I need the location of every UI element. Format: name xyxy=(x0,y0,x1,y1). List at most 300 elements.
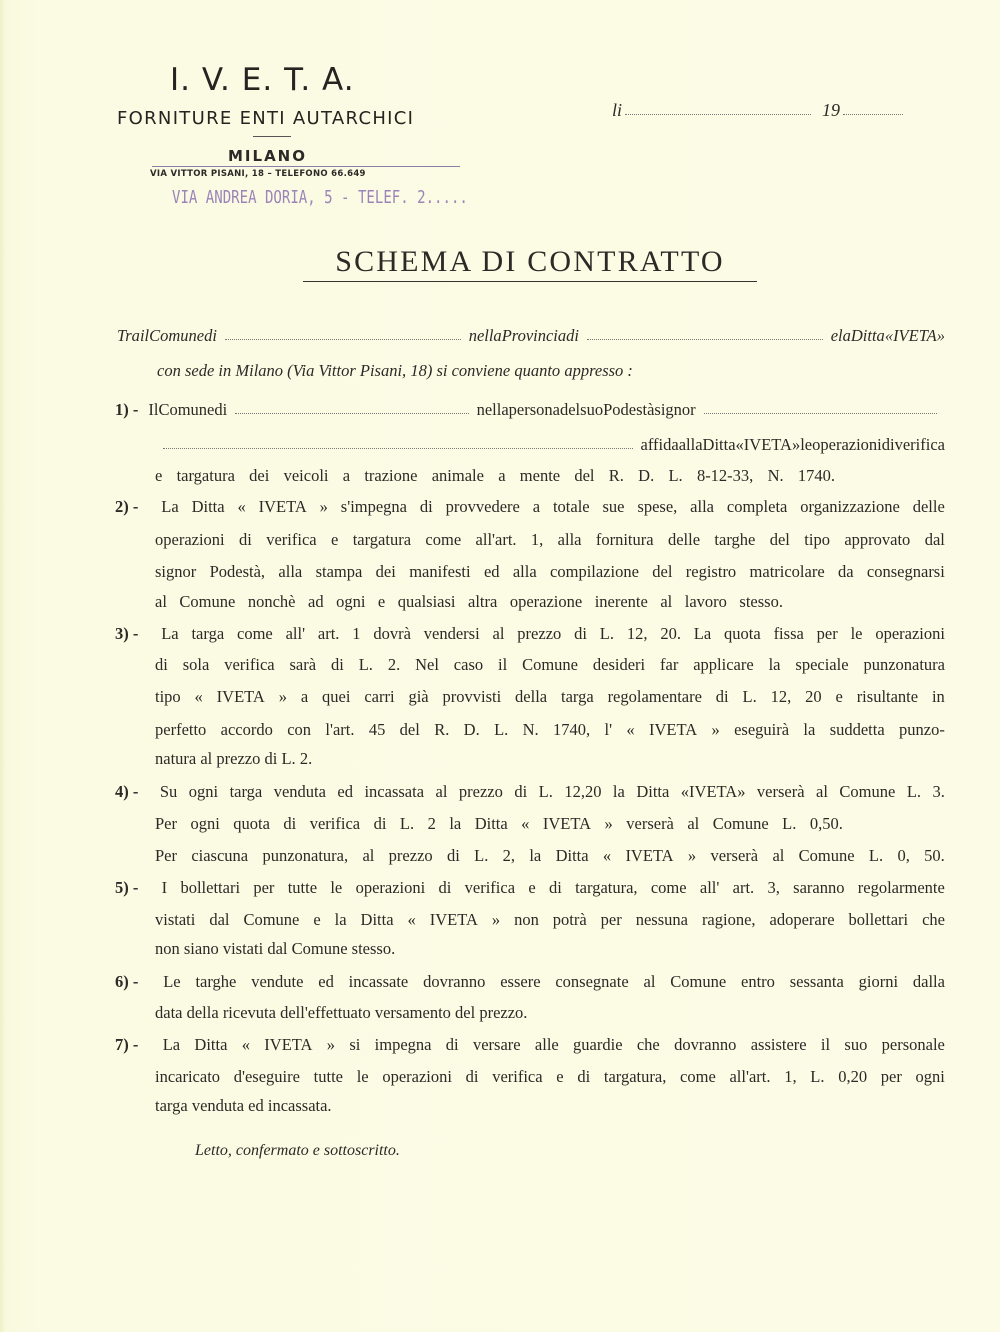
word: targa xyxy=(561,687,594,706)
word: Comune xyxy=(291,939,352,958)
word: al xyxy=(643,972,656,991)
word: « xyxy=(407,910,416,929)
word: al xyxy=(772,846,785,865)
word: la xyxy=(838,326,851,345)
word: provvedere xyxy=(445,497,520,516)
word: al xyxy=(200,749,217,768)
company-city: MILANO xyxy=(228,147,307,165)
word: l' xyxy=(604,720,613,739)
word: Ditta xyxy=(194,1035,228,1054)
word: Pisani, xyxy=(359,361,411,380)
word: a xyxy=(532,497,541,516)
word: caso xyxy=(453,655,484,674)
word: organizzazione xyxy=(800,497,900,516)
word: Milano xyxy=(235,361,288,380)
word: giorni xyxy=(858,972,899,991)
word: La xyxy=(693,624,712,643)
word: risultante xyxy=(856,687,919,706)
word: di xyxy=(566,326,579,345)
word: 1 xyxy=(352,624,361,643)
word: stesso. xyxy=(739,592,783,611)
word: targhe xyxy=(195,972,237,991)
word: N. xyxy=(767,466,784,485)
clause-3-line xyxy=(155,655,945,675)
word: come xyxy=(425,530,462,549)
word: 3. xyxy=(932,782,945,801)
company-address: VIA VITTOR PISANI, 18 – TELEFONO 66.649 xyxy=(150,169,366,179)
word: L. xyxy=(668,466,683,485)
word: la xyxy=(449,814,462,833)
address-stamp: VIA ANDREA DORIA, 5 - TELEF. 2..... xyxy=(172,187,468,208)
word: art. xyxy=(317,624,340,643)
word: la xyxy=(803,720,816,739)
word: bollettari xyxy=(180,878,241,897)
word: 12, xyxy=(626,624,648,643)
word: 2, xyxy=(502,846,516,865)
word: e xyxy=(313,910,321,929)
word: vistati xyxy=(222,939,268,958)
word: suo xyxy=(844,1035,868,1054)
word: verserà xyxy=(710,846,759,865)
place-label: li xyxy=(612,100,623,120)
word: di xyxy=(465,1067,479,1086)
clause-7-line xyxy=(155,1067,945,1087)
word: adoperare xyxy=(769,910,835,929)
word: dal xyxy=(924,530,945,549)
word: di xyxy=(204,326,217,345)
word: desideri xyxy=(592,655,646,674)
clause-3-line xyxy=(155,749,316,769)
word: 0, xyxy=(897,846,910,865)
word: di xyxy=(881,435,895,454)
clause-5-line xyxy=(155,939,399,959)
word: personale xyxy=(881,1035,945,1054)
clause-7-line xyxy=(115,1035,945,1055)
word: ed xyxy=(318,972,334,991)
word: come xyxy=(650,878,687,897)
word: » xyxy=(711,720,720,739)
word: del xyxy=(399,720,420,739)
word: e xyxy=(556,1067,564,1086)
clause-4-line xyxy=(155,846,945,866)
word: dell'effettuato xyxy=(280,1003,375,1022)
word: stampa xyxy=(315,562,363,581)
word: altra xyxy=(468,592,498,611)
word: che xyxy=(922,910,945,929)
word: punzonatura, xyxy=(262,846,349,865)
word: Ditta xyxy=(474,814,508,833)
clause-5-line xyxy=(115,878,945,898)
word: ed xyxy=(337,782,353,801)
word: operazioni xyxy=(875,624,945,643)
word: dovranno xyxy=(674,1035,737,1054)
word: « xyxy=(237,497,246,516)
word: di xyxy=(548,878,562,897)
clause-7-line xyxy=(155,1096,336,1116)
word: consegnarsi xyxy=(866,562,945,581)
word: alla xyxy=(278,562,303,581)
word: al xyxy=(362,846,375,865)
word: L. xyxy=(358,655,373,674)
word: Comune xyxy=(839,782,896,801)
word: D. xyxy=(638,466,655,485)
word: sede xyxy=(184,361,219,380)
word: regolamentare xyxy=(607,687,702,706)
word: sarà xyxy=(289,655,317,674)
word: si xyxy=(436,361,452,380)
word: 20. xyxy=(660,624,681,643)
clause-3-line xyxy=(115,624,945,644)
word: targatura, xyxy=(603,1067,667,1086)
word: L. xyxy=(281,749,300,768)
word: la xyxy=(529,846,542,865)
word: ogni xyxy=(915,1067,945,1086)
word: L. xyxy=(474,846,489,865)
word: operazioni xyxy=(155,530,225,549)
word: verifica xyxy=(464,878,516,897)
word: prezzo xyxy=(216,749,265,768)
word: delle xyxy=(667,530,701,549)
word: al xyxy=(435,782,448,801)
word: di xyxy=(214,400,228,419)
word: » xyxy=(278,687,287,706)
word: ad xyxy=(308,592,324,611)
word: eseguirà xyxy=(734,720,790,739)
word: alla xyxy=(678,435,703,454)
word: consegnate xyxy=(555,972,629,991)
word: suo xyxy=(580,400,604,419)
word: 3, xyxy=(767,878,780,897)
word: conviene xyxy=(451,361,515,380)
word: nella xyxy=(468,326,502,345)
word: vistati xyxy=(155,910,196,929)
word: a xyxy=(498,466,506,485)
word: fissa xyxy=(773,624,804,643)
word: a xyxy=(300,687,309,706)
word: completa xyxy=(726,497,788,516)
word: accordo xyxy=(220,720,273,739)
word: potrà xyxy=(552,910,587,929)
word: operazioni xyxy=(355,878,426,897)
word: targa xyxy=(229,782,263,801)
word: versamento xyxy=(374,1003,456,1022)
word: N. xyxy=(522,720,539,739)
word: incassata. xyxy=(267,1096,336,1115)
word: dei xyxy=(375,562,396,581)
word: » xyxy=(604,814,613,833)
word: di xyxy=(239,530,252,549)
word: ciascuna xyxy=(191,846,249,865)
word: tutte xyxy=(287,878,318,897)
clause-number: 2) - xyxy=(115,497,139,516)
word: il xyxy=(820,1035,831,1054)
word: con xyxy=(157,361,185,380)
clause-4-line xyxy=(115,782,945,802)
word: Comune xyxy=(149,326,205,345)
clause-2-line xyxy=(155,562,945,582)
word: La xyxy=(161,624,179,643)
word: D. xyxy=(463,720,480,739)
word: provvisti xyxy=(442,687,502,706)
clause-1-line xyxy=(155,435,945,455)
word: La xyxy=(161,497,179,516)
word: verifica xyxy=(894,435,945,454)
word: al xyxy=(660,592,673,611)
word: (Via xyxy=(287,361,319,380)
word: delle xyxy=(912,497,945,516)
year-prefix: 19 xyxy=(822,100,840,120)
word: : xyxy=(627,361,638,380)
fill-in-blank xyxy=(704,413,937,414)
company-subtitle: FORNITURE ENTI AUTARCHICI xyxy=(117,108,415,129)
word: far xyxy=(660,655,679,674)
clause-number: 3) - xyxy=(115,624,139,643)
word: ogni xyxy=(190,814,220,833)
closing-formula: Letto, confermato e sottoscritto. xyxy=(195,1142,400,1159)
word: sessanta xyxy=(789,972,844,991)
word: le xyxy=(850,624,863,643)
word: 0,50. xyxy=(809,814,843,833)
word: 50. xyxy=(924,846,945,865)
word: Ditta xyxy=(191,497,225,516)
word: dovranno xyxy=(423,972,486,991)
word: prezzo xyxy=(517,624,562,643)
word: approvato xyxy=(844,530,911,549)
word: incaricato xyxy=(155,1067,221,1086)
clause-number: 1) - xyxy=(115,400,139,419)
word: data xyxy=(155,1003,187,1022)
word: nonchè xyxy=(247,592,296,611)
word: Ditta xyxy=(555,846,589,865)
word: quota xyxy=(233,814,270,833)
word: 2. xyxy=(299,749,317,768)
word: saranno xyxy=(793,878,845,897)
word: inerente xyxy=(594,592,648,611)
word: verifica xyxy=(224,655,275,674)
word: sola xyxy=(182,655,210,674)
word: impegna xyxy=(374,1035,432,1054)
word: spese, xyxy=(637,497,678,516)
word: ogni xyxy=(188,782,219,801)
word: da xyxy=(838,562,854,581)
word: al xyxy=(155,592,167,611)
word: 1, xyxy=(530,530,544,549)
word: » xyxy=(936,326,945,345)
word: L. xyxy=(399,814,415,833)
clause-2-line xyxy=(155,592,783,612)
word: incassata xyxy=(364,782,425,801)
word: e xyxy=(528,878,536,897)
word: alle xyxy=(534,1035,559,1054)
word: IVETA xyxy=(258,497,307,516)
word: « xyxy=(602,846,612,865)
word: Ditta xyxy=(636,782,670,801)
word: persona xyxy=(508,400,560,419)
word: le xyxy=(356,1067,369,1086)
word: di xyxy=(419,497,433,516)
word: in xyxy=(931,687,945,706)
word: 0,20 xyxy=(838,1067,868,1086)
word: con xyxy=(287,720,312,739)
word: nella xyxy=(476,400,509,419)
company-name: I. V. E. T. A. xyxy=(170,62,355,98)
word: di xyxy=(155,655,168,674)
fill-in-blank xyxy=(587,339,823,340)
clause-number: 6) - xyxy=(115,972,139,991)
word: Comune xyxy=(712,814,769,833)
word: di xyxy=(574,624,587,643)
word: all'art. xyxy=(475,530,517,549)
word: il xyxy=(139,326,150,345)
intro-line xyxy=(157,361,637,381)
word: per xyxy=(600,910,622,929)
word: speciale xyxy=(795,655,849,674)
word: affida xyxy=(640,435,679,454)
word: » xyxy=(319,497,328,516)
word: L. xyxy=(742,687,757,706)
word: Per xyxy=(155,846,177,865)
word: R. xyxy=(608,466,624,485)
word: all' xyxy=(285,624,306,643)
word: ricevuta xyxy=(222,1003,281,1022)
word: prezzo. xyxy=(479,1003,532,1022)
word: perfetto xyxy=(155,720,207,739)
word: registro xyxy=(685,562,737,581)
word: signor xyxy=(654,400,696,419)
word: manifesti xyxy=(409,562,471,581)
word: targatura, xyxy=(575,878,638,897)
word: compilazione xyxy=(550,562,639,581)
word: Ditta xyxy=(850,326,885,345)
word: L. xyxy=(868,846,884,865)
word: dal xyxy=(267,939,292,958)
word: venduta xyxy=(191,1096,249,1115)
word: L. xyxy=(782,814,797,833)
word: e xyxy=(830,326,839,345)
word: di xyxy=(577,1067,591,1086)
word: 1740, xyxy=(553,720,591,739)
word: trazione xyxy=(364,466,418,485)
word: 8-12-33, xyxy=(696,466,754,485)
word: applicare xyxy=(693,655,754,674)
intro-line xyxy=(117,326,945,346)
word: per xyxy=(880,1067,902,1086)
word: punzonatura xyxy=(863,655,945,674)
word: 20 xyxy=(805,687,822,706)
word: veicoli xyxy=(283,466,329,485)
word: art. xyxy=(732,878,755,897)
word: Comune xyxy=(179,592,236,611)
word: Provincia xyxy=(501,326,567,345)
word: dovrà xyxy=(373,624,411,643)
word: nessuna xyxy=(635,910,688,929)
word: « xyxy=(626,720,635,739)
word: dei xyxy=(249,466,270,485)
word: « xyxy=(194,687,203,706)
word: 1740. xyxy=(797,466,835,485)
clause-2-line xyxy=(155,530,945,550)
word: vendute xyxy=(251,972,304,991)
word: qualsiasi xyxy=(397,592,456,611)
word: L. xyxy=(538,782,553,801)
word: L. xyxy=(906,782,922,801)
word: totale xyxy=(552,497,590,516)
fill-in-blank xyxy=(225,339,461,340)
word: stesso. xyxy=(351,939,400,958)
word: la xyxy=(612,782,625,801)
word: targatura xyxy=(176,466,235,485)
word: prezzo xyxy=(458,782,503,801)
word: di xyxy=(283,814,297,833)
word: d'eseguire xyxy=(233,1067,300,1086)
word: siano xyxy=(183,939,223,958)
word: dal xyxy=(209,910,230,929)
word: verserà xyxy=(756,782,805,801)
word: » xyxy=(791,435,801,454)
word: al xyxy=(492,624,505,643)
word: venduta xyxy=(273,782,326,801)
word: di xyxy=(330,655,344,674)
clause-6-line xyxy=(155,1003,532,1023)
word: come xyxy=(237,624,273,643)
word: mente xyxy=(519,466,561,485)
word: « xyxy=(884,326,894,345)
word: 45 xyxy=(368,720,386,739)
word: incassate xyxy=(348,972,409,991)
word: Tra xyxy=(117,326,140,345)
word: del xyxy=(574,466,595,485)
word: punzo- xyxy=(899,720,945,739)
word: al xyxy=(816,782,828,801)
fill-in-blank xyxy=(235,413,468,414)
word: e xyxy=(155,466,163,485)
word: guardie xyxy=(573,1035,623,1054)
word: s'impegna xyxy=(340,497,408,516)
word: 2. xyxy=(387,655,401,674)
word: le xyxy=(800,435,813,454)
word: all'art. xyxy=(729,1067,771,1086)
word: al xyxy=(687,814,700,833)
word: L. xyxy=(599,624,615,643)
word: appresso xyxy=(564,361,628,380)
place-blank xyxy=(625,114,811,115)
word: e xyxy=(377,592,386,611)
word: animale xyxy=(431,466,484,485)
word: Per xyxy=(155,814,177,833)
word: quanto xyxy=(514,361,565,380)
word: IVETA xyxy=(264,1035,313,1054)
divider xyxy=(152,166,460,167)
clause-3-line xyxy=(155,720,945,740)
clause-2-line xyxy=(115,497,945,517)
word: di xyxy=(445,1035,459,1054)
word: del xyxy=(559,400,581,419)
word: » xyxy=(326,1035,336,1054)
clause-5-line xyxy=(155,910,945,930)
word: I xyxy=(161,878,168,897)
word: targa xyxy=(155,1096,192,1115)
word: Su xyxy=(159,782,178,801)
word: operazioni xyxy=(812,435,882,454)
word: di xyxy=(514,782,528,801)
word: R. xyxy=(434,720,450,739)
word: all' xyxy=(699,878,720,897)
word: targhe xyxy=(714,530,756,549)
word: della xyxy=(186,1003,223,1022)
word: ogni xyxy=(336,592,366,611)
word: prezzo xyxy=(388,846,433,865)
word: di xyxy=(373,814,387,833)
